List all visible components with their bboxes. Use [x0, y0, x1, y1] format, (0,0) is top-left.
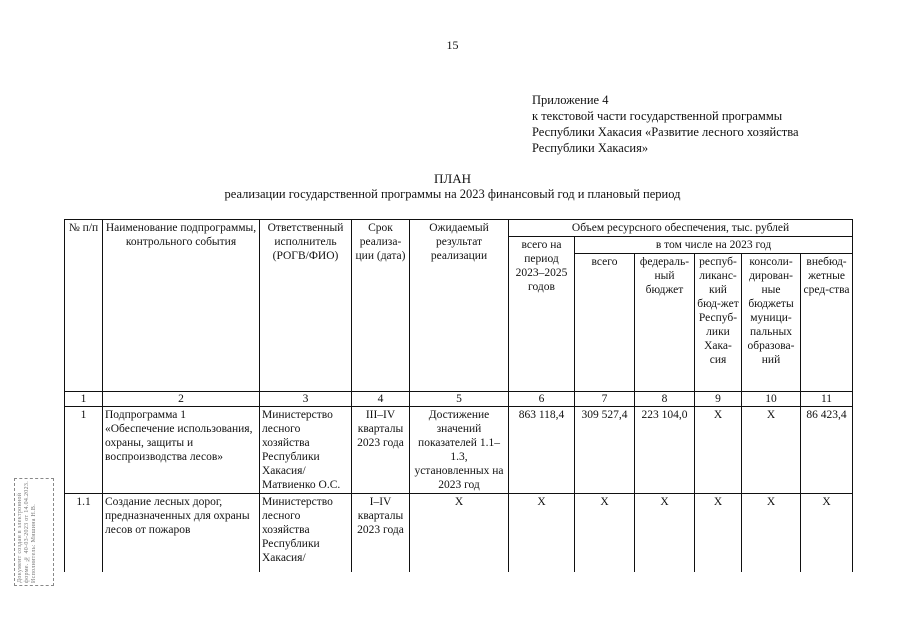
col-num-3: 3: [260, 392, 352, 407]
header-incl-2023: в том числе на 2023 год: [575, 237, 853, 254]
appendix-line-1: Приложение 4: [532, 93, 609, 107]
header-row-1: [65, 220, 853, 237]
plan-table: [64, 219, 853, 572]
appendix-line-4: Республики Хакасия»: [532, 141, 649, 155]
row-num: 1.1: [65, 494, 103, 572]
row-extra: 86 423,4: [801, 407, 853, 494]
row-responsible: Министерство лесного хозяйства Республики Хакасия/: [260, 494, 352, 572]
table-row: [65, 494, 853, 572]
row-municipal: Х: [742, 407, 801, 494]
row-federal: Х: [635, 494, 695, 572]
row-term: III–IV кварталы 2023 года: [352, 407, 410, 494]
row-republic: Х: [695, 494, 742, 572]
document-title: ПЛАН: [434, 171, 471, 186]
column-number-row: [65, 392, 853, 407]
appendix-line-3: Республики Хакасия «Развитие лесного хозяйства: [532, 125, 799, 139]
col-num-5: 5: [410, 392, 509, 407]
registration-stamp: Документ создан в электронной форме. № 40-03-2023 от 14.04.2023. Исполнитель: Мишина Н.В.: [14, 478, 54, 586]
row-total-period: Х: [509, 494, 575, 572]
header-total-period: всего на период 2023–2025 годов: [509, 237, 575, 392]
col-num-4: 4: [352, 392, 410, 407]
row-municipal: Х: [742, 494, 801, 572]
row-total: Х: [575, 494, 635, 572]
row-term: I–IV кварталы 2023 года: [352, 494, 410, 572]
col-num-9: 9: [695, 392, 742, 407]
document-subtitle: реализации государственной программы на 2023 финансовый год и плановый период: [224, 187, 681, 201]
row-federal: 223 104,0: [635, 407, 695, 494]
row-num: 1: [65, 407, 103, 494]
row-republic: Х: [695, 407, 742, 494]
col-num-11: 11: [801, 392, 853, 407]
row-name: Подпрограмма 1 «Обеспечение использования, охраны, защиты и воспроизводства лесов»: [103, 407, 260, 494]
appendix-caption: [532, 92, 799, 156]
header-result: Ожидаемый результат реализации: [410, 220, 509, 392]
appendix-line-2: к текстовой части государственной программы: [532, 109, 783, 123]
row-name: Создание лесных дорог, предназначенных для охраны лесов от пожаров: [103, 494, 260, 572]
col-num-6: 6: [509, 392, 575, 407]
header-volume: Объем ресурсного обеспечения, тыс. рублей: [509, 220, 853, 237]
header-num: № п/п: [65, 220, 103, 392]
row-result: Х: [410, 494, 509, 572]
row-result: Достижение значений показателей 1.1–1.3, установленных на 2023 год: [410, 407, 509, 494]
page-number: 15: [446, 38, 459, 52]
col-num-1: 1: [65, 392, 103, 407]
col-num-2: 2: [103, 392, 260, 407]
header-name: Наименование подпрограммы, контрольного события: [103, 220, 260, 392]
col-num-7: 7: [575, 392, 635, 407]
col-num-10: 10: [742, 392, 801, 407]
col-num-8: 8: [635, 392, 695, 407]
header-term: Срок реализа-ции (дата): [352, 220, 410, 392]
header-responsible: Ответственный исполнитель (РОГВ/ФИО): [260, 220, 352, 392]
header-republic: респуб-ликанс-кий бюд-жет Респуб-лики Хака-сия: [695, 254, 742, 392]
table-row: [65, 407, 853, 494]
header-total: всего: [575, 254, 635, 392]
row-responsible: Министерство лесного хозяйства Республики Хакасия/ Матвиенко О.С.: [260, 407, 352, 494]
row-total: 309 527,4: [575, 407, 635, 494]
header-extra: внебюд-жетные сред-ства: [801, 254, 853, 392]
header-municipal: консоли-дирован-ные бюджеты муници-пальных образова-ний: [742, 254, 801, 392]
row-total-period: 863 118,4: [509, 407, 575, 494]
header-federal: федераль-ный бюджет: [635, 254, 695, 392]
row-extra: Х: [801, 494, 853, 572]
